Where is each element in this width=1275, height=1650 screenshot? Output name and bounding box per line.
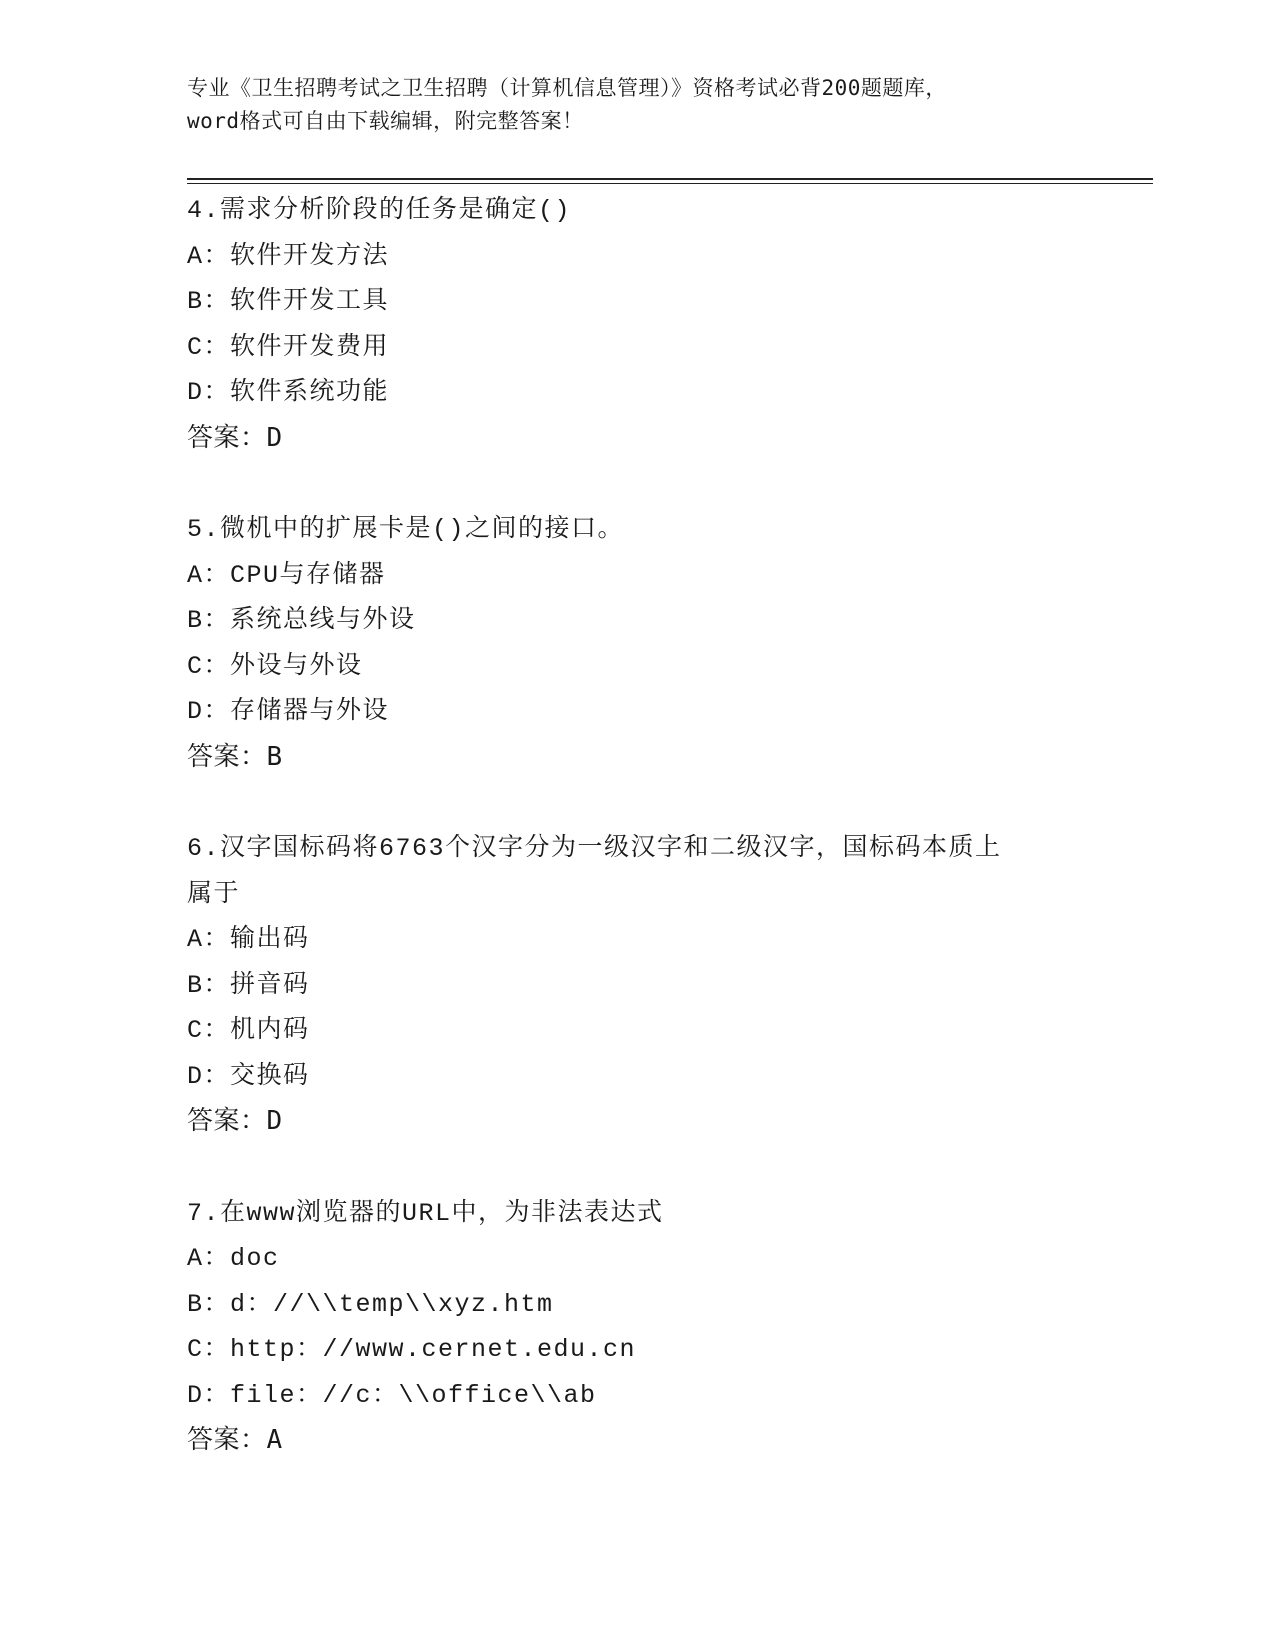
question-4 — [187, 188, 1087, 461]
option-c: C：外设与外设 — [187, 651, 363, 681]
option-a: A：软件开发方法 — [187, 241, 390, 271]
option-a: A：CPU与存储器 — [187, 560, 386, 590]
question-stem — [187, 188, 1087, 234]
question-5 — [187, 507, 1087, 780]
header-divider — [187, 178, 1153, 180]
option-c: C：机内码 — [187, 1016, 310, 1045]
option-d: D：软件系统功能 — [187, 378, 390, 407]
option-d: D：file：//c：\\office\\ab — [187, 1380, 597, 1410]
question-list — [187, 188, 1087, 1510]
question-7 — [187, 1191, 1087, 1464]
option-b: B：系统总线与外设 — [187, 606, 416, 635]
question-stem — [187, 507, 1087, 553]
question-stem — [187, 1191, 1087, 1237]
answer-line: 答案：B — [187, 741, 283, 772]
document-header — [187, 72, 1067, 138]
answer-line: 答案：D — [187, 422, 283, 453]
option-c: C：http：//www.cernet.edu.cn — [187, 1335, 637, 1364]
question-stem — [187, 826, 1087, 917]
header-line-1: 专业《卫生招聘考试之卫生招聘（计算机信息管理）》资格考试必背200题题库， — [187, 76, 947, 100]
option-b: B：软件开发工具 — [187, 287, 390, 316]
question-stem-line: 5.微机中的扩展卡是()之间的接口。 — [187, 515, 625, 544]
question-stem-line: 4.需求分析阶段的任务是确定() — [187, 196, 572, 225]
header-divider-thin — [187, 183, 1153, 184]
answer-line: 答案：A — [187, 1425, 283, 1455]
question-stem-line: 7.在www浏览器的URL中，为非法表达式 — [187, 1198, 664, 1228]
header-line-2: word格式可自由下载编辑，附完整答案！ — [187, 109, 584, 133]
question-stem-line: 6.汉字国标码将6763个汉字分为一级汉字和二级汉字，国标码本质上 — [187, 834, 1002, 863]
option-d: D：交换码 — [187, 1061, 310, 1091]
answer-line: 答案：D — [187, 1106, 283, 1136]
option-d: D：存储器与外设 — [187, 697, 390, 726]
option-b: B：拼音码 — [187, 970, 310, 1000]
option-b: B：d：//\\temp\\xyz.htm — [187, 1289, 554, 1319]
option-a: A：doc — [187, 1244, 280, 1273]
question-6 — [187, 826, 1087, 1145]
option-a: A：输出码 — [187, 925, 310, 954]
option-c: C：软件开发费用 — [187, 332, 390, 362]
question-stem-line: 属于 — [187, 879, 241, 909]
